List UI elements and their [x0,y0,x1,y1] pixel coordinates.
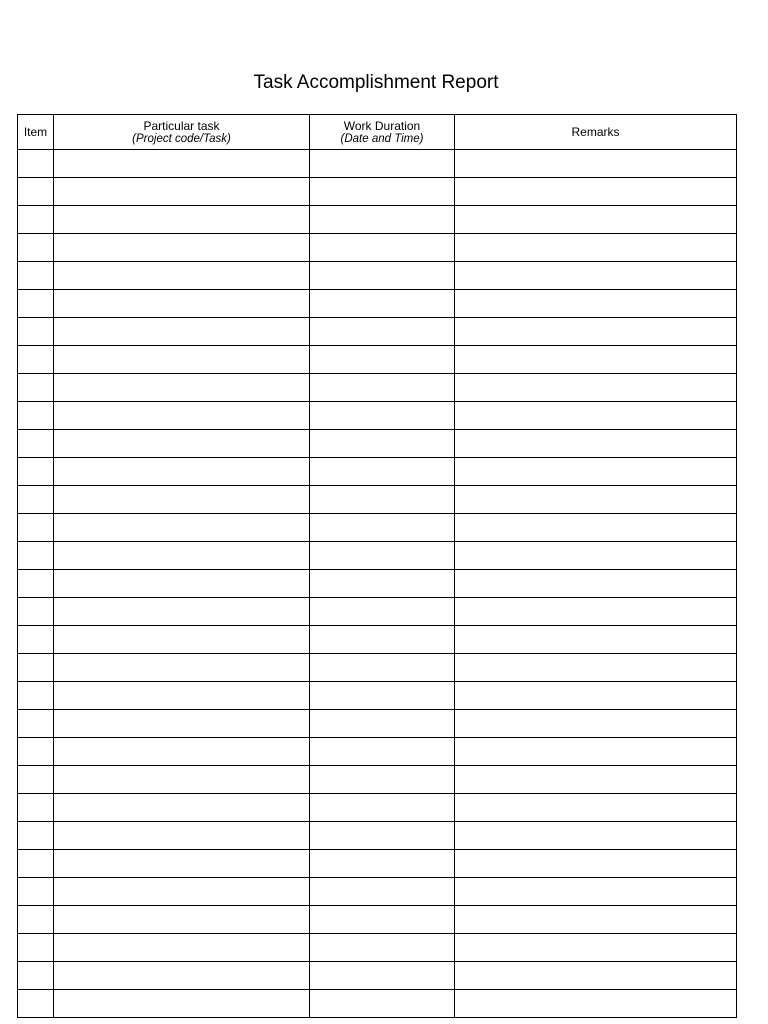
cell-task [54,346,310,374]
cell-remarks [455,850,737,878]
cell-item [18,290,54,318]
table-row [18,598,737,626]
cell-duration [310,710,455,738]
column-header-item [18,115,54,150]
cell-item [18,766,54,794]
cell-task [54,682,310,710]
cell-item [18,934,54,962]
cell-duration [310,934,455,962]
table-row [18,738,737,766]
cell-task [54,654,310,682]
cell-remarks [455,934,737,962]
cell-duration [310,570,455,598]
cell-task [54,458,310,486]
task-report-table [17,114,737,1018]
table-row [18,626,737,654]
cell-item [18,430,54,458]
column-header-remarks [455,115,737,150]
cell-remarks [455,570,737,598]
column-header-remarks-label: Remarks [571,125,620,139]
cell-duration [310,598,455,626]
cell-item [18,654,54,682]
cell-duration [310,654,455,682]
table-row [18,234,737,262]
cell-duration [310,346,455,374]
table-row [18,906,737,934]
page-title: Task Accomplishment Report [253,72,499,93]
cell-task [54,150,310,178]
table-row [18,346,737,374]
cell-task [54,766,310,794]
cell-item [18,598,54,626]
cell-task [54,822,310,850]
cell-duration [310,206,455,234]
table-row [18,766,737,794]
cell-duration [310,738,455,766]
cell-duration [310,430,455,458]
table-row [18,318,737,346]
cell-duration [310,682,455,710]
cell-task [54,206,310,234]
cell-duration [310,626,455,654]
table-row [18,682,737,710]
cell-item [18,150,54,178]
cell-item [18,822,54,850]
cell-remarks [455,262,737,290]
cell-item [18,402,54,430]
cell-task [54,514,310,542]
cell-duration [310,402,455,430]
cell-remarks [455,206,737,234]
cell-remarks [455,514,737,542]
cell-task [54,234,310,262]
cell-remarks [455,682,737,710]
table-row [18,290,737,318]
cell-remarks [455,234,737,262]
table-row [18,570,737,598]
table-row [18,150,737,178]
cell-remarks [455,654,737,682]
table-row [18,710,737,738]
cell-item [18,206,54,234]
cell-item [18,486,54,514]
cell-task [54,290,310,318]
table-row [18,990,737,1018]
column-header-duration-label: Work Duration [343,118,421,133]
cell-duration [310,962,455,990]
table-row [18,794,737,822]
column-header-duration-sublabel: (Date and Time) [340,132,424,145]
table-row [18,542,737,570]
cell-item [18,458,54,486]
column-header-task-sublabel: (Project code/Task) [132,132,231,145]
cell-task [54,542,310,570]
cell-remarks [455,766,737,794]
cell-remarks [455,878,737,906]
cell-remarks [455,626,737,654]
table-row [18,178,737,206]
table-row [18,458,737,486]
table-row [18,402,737,430]
cell-duration [310,234,455,262]
cell-remarks [455,374,737,402]
cell-item [18,514,54,542]
table-row [18,962,737,990]
cell-remarks [455,906,737,934]
cell-item [18,906,54,934]
cell-remarks [455,458,737,486]
cell-remarks [455,318,737,346]
table-body [18,150,737,1018]
cell-item [18,850,54,878]
table-row [18,822,737,850]
cell-item [18,374,54,402]
cell-remarks [455,990,737,1018]
column-header-task [54,115,310,150]
cell-item [18,990,54,1018]
table-row [18,262,737,290]
cell-task [54,626,310,654]
cell-remarks [455,794,737,822]
table-row [18,934,737,962]
table-row [18,206,737,234]
cell-item [18,178,54,206]
cell-item [18,878,54,906]
cell-task [54,990,310,1018]
cell-duration [310,458,455,486]
cell-duration [310,262,455,290]
cell-item [18,234,54,262]
cell-remarks [455,486,737,514]
cell-task [54,178,310,206]
cell-duration [310,290,455,318]
cell-remarks [455,822,737,850]
cell-task [54,486,310,514]
cell-task [54,710,310,738]
cell-item [18,682,54,710]
cell-duration [310,150,455,178]
cell-task [54,878,310,906]
cell-remarks [455,710,737,738]
cell-duration [310,990,455,1018]
cell-task [54,374,310,402]
cell-duration [310,794,455,822]
cell-task [54,402,310,430]
cell-item [18,962,54,990]
column-header-duration [310,115,455,150]
cell-remarks [455,542,737,570]
cell-item [18,626,54,654]
table-row [18,514,737,542]
cell-remarks [455,430,737,458]
cell-remarks [455,178,737,206]
cell-task [54,738,310,766]
cell-remarks [455,290,737,318]
cell-duration [310,178,455,206]
cell-duration [310,906,455,934]
cell-duration [310,514,455,542]
cell-duration [310,766,455,794]
cell-task [54,570,310,598]
cell-duration [310,542,455,570]
cell-item [18,318,54,346]
cell-duration [310,878,455,906]
table-row [18,374,737,402]
cell-remarks [455,738,737,766]
cell-task [54,794,310,822]
cell-remarks [455,346,737,374]
table-row [18,486,737,514]
cell-item [18,738,54,766]
cell-item [18,262,54,290]
cell-task [54,318,310,346]
table-row [18,850,737,878]
cell-remarks [455,150,737,178]
column-header-item-label: Item [23,125,48,139]
column-header-task-label: Particular task [143,118,220,133]
cell-item [18,710,54,738]
cell-task [54,430,310,458]
cell-task [54,850,310,878]
cell-item [18,570,54,598]
cell-remarks [455,598,737,626]
cell-item [18,794,54,822]
cell-duration [310,318,455,346]
table-row [18,654,737,682]
cell-duration [310,822,455,850]
cell-remarks [455,402,737,430]
table-row [18,430,737,458]
cell-duration [310,850,455,878]
cell-task [54,262,310,290]
cell-duration [310,486,455,514]
cell-item [18,346,54,374]
cell-task [54,934,310,962]
table-header-row [18,115,737,150]
cell-duration [310,374,455,402]
cell-task [54,906,310,934]
cell-item [18,542,54,570]
cell-task [54,598,310,626]
cell-remarks [455,962,737,990]
table-row [18,878,737,906]
cell-task [54,962,310,990]
